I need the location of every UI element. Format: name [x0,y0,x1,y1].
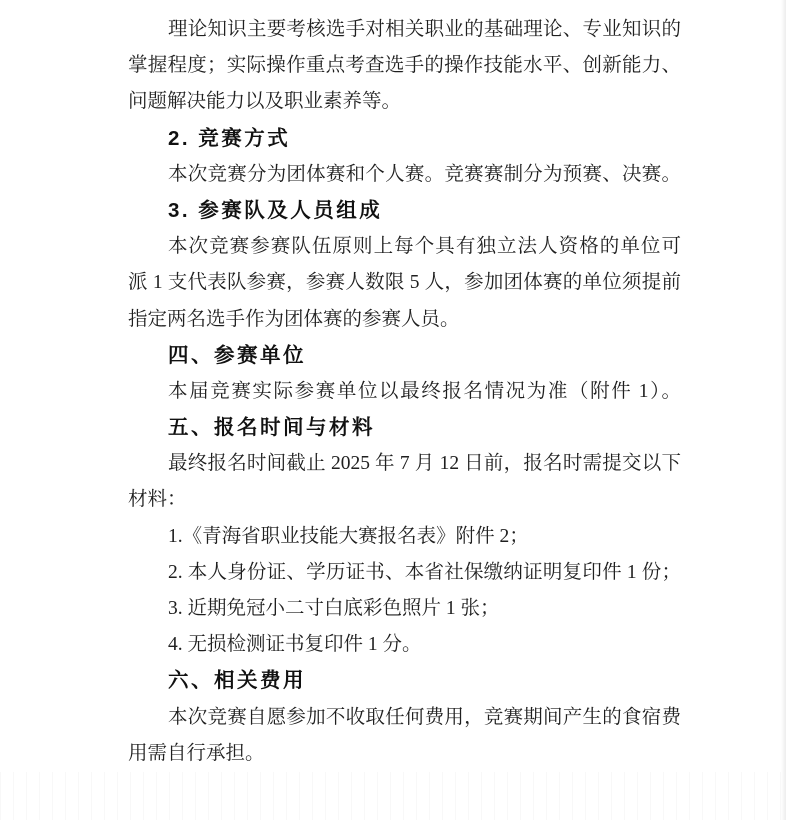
text-line: 本次竞赛自愿参加不收取任何费用，竞赛期间产生的食宿费 [168,706,681,728]
list-item-4: 4. 无损检测证书复印件 1 分。 [168,634,422,656]
text-line: 材料： [128,489,187,511]
section-heading-6: 六、相关费用 [168,669,306,693]
text-line: 用需自行承担。 [128,742,265,764]
text-line: 本届竞赛实际参赛单位以最终报名情况为准（附件 1）。 [168,380,681,402]
text-line: 派 1 支代表队参赛，参赛人数限 5 人，参加团体赛的单位须提前 [128,272,681,294]
section-heading-2: 2. 竞赛方式 [168,126,291,150]
text-line: 问题解决能力以及职业素养等。 [128,91,402,113]
text-line: 最终报名时间截止 2025 年 7 月 12 日前，报名时需提交以下 [168,453,681,475]
text-line: 理论知识主要考核选手对相关职业的基础理论、专业知识的 [168,19,681,40]
scan-artifact-band [0,772,786,820]
section-heading-5: 五、报名时间与材料 [168,416,375,440]
list-item-1: 1.《青海省职业技能大赛报名表》附件 2； [168,525,529,547]
text-line: 指定两名选手作为团体赛的参赛人员。 [128,308,460,330]
section-heading-4: 四、参赛单位 [168,343,306,367]
text-line: 掌握程度；实际操作重点考查选手的操作技能水平、创新能力、 [128,55,681,77]
text-line: 本次竞赛分为团体赛和个人赛。竞赛赛制分为预赛、决赛。 [168,163,681,185]
list-item-3: 3. 近期免冠小二寸白底彩色照片 1 张； [168,598,500,619]
page-edge-shadow [781,0,786,820]
section-heading-3: 3. 参赛队及人员组成 [168,198,383,222]
list-item-2: 2. 本人身份证、学历证书、本省社保缴纳证明复印件 1 份； [168,561,681,583]
text-line: 本次竞赛参赛队伍原则上每个具有独立法人资格的单位可 [168,236,681,258]
document-body [128,12,681,772]
